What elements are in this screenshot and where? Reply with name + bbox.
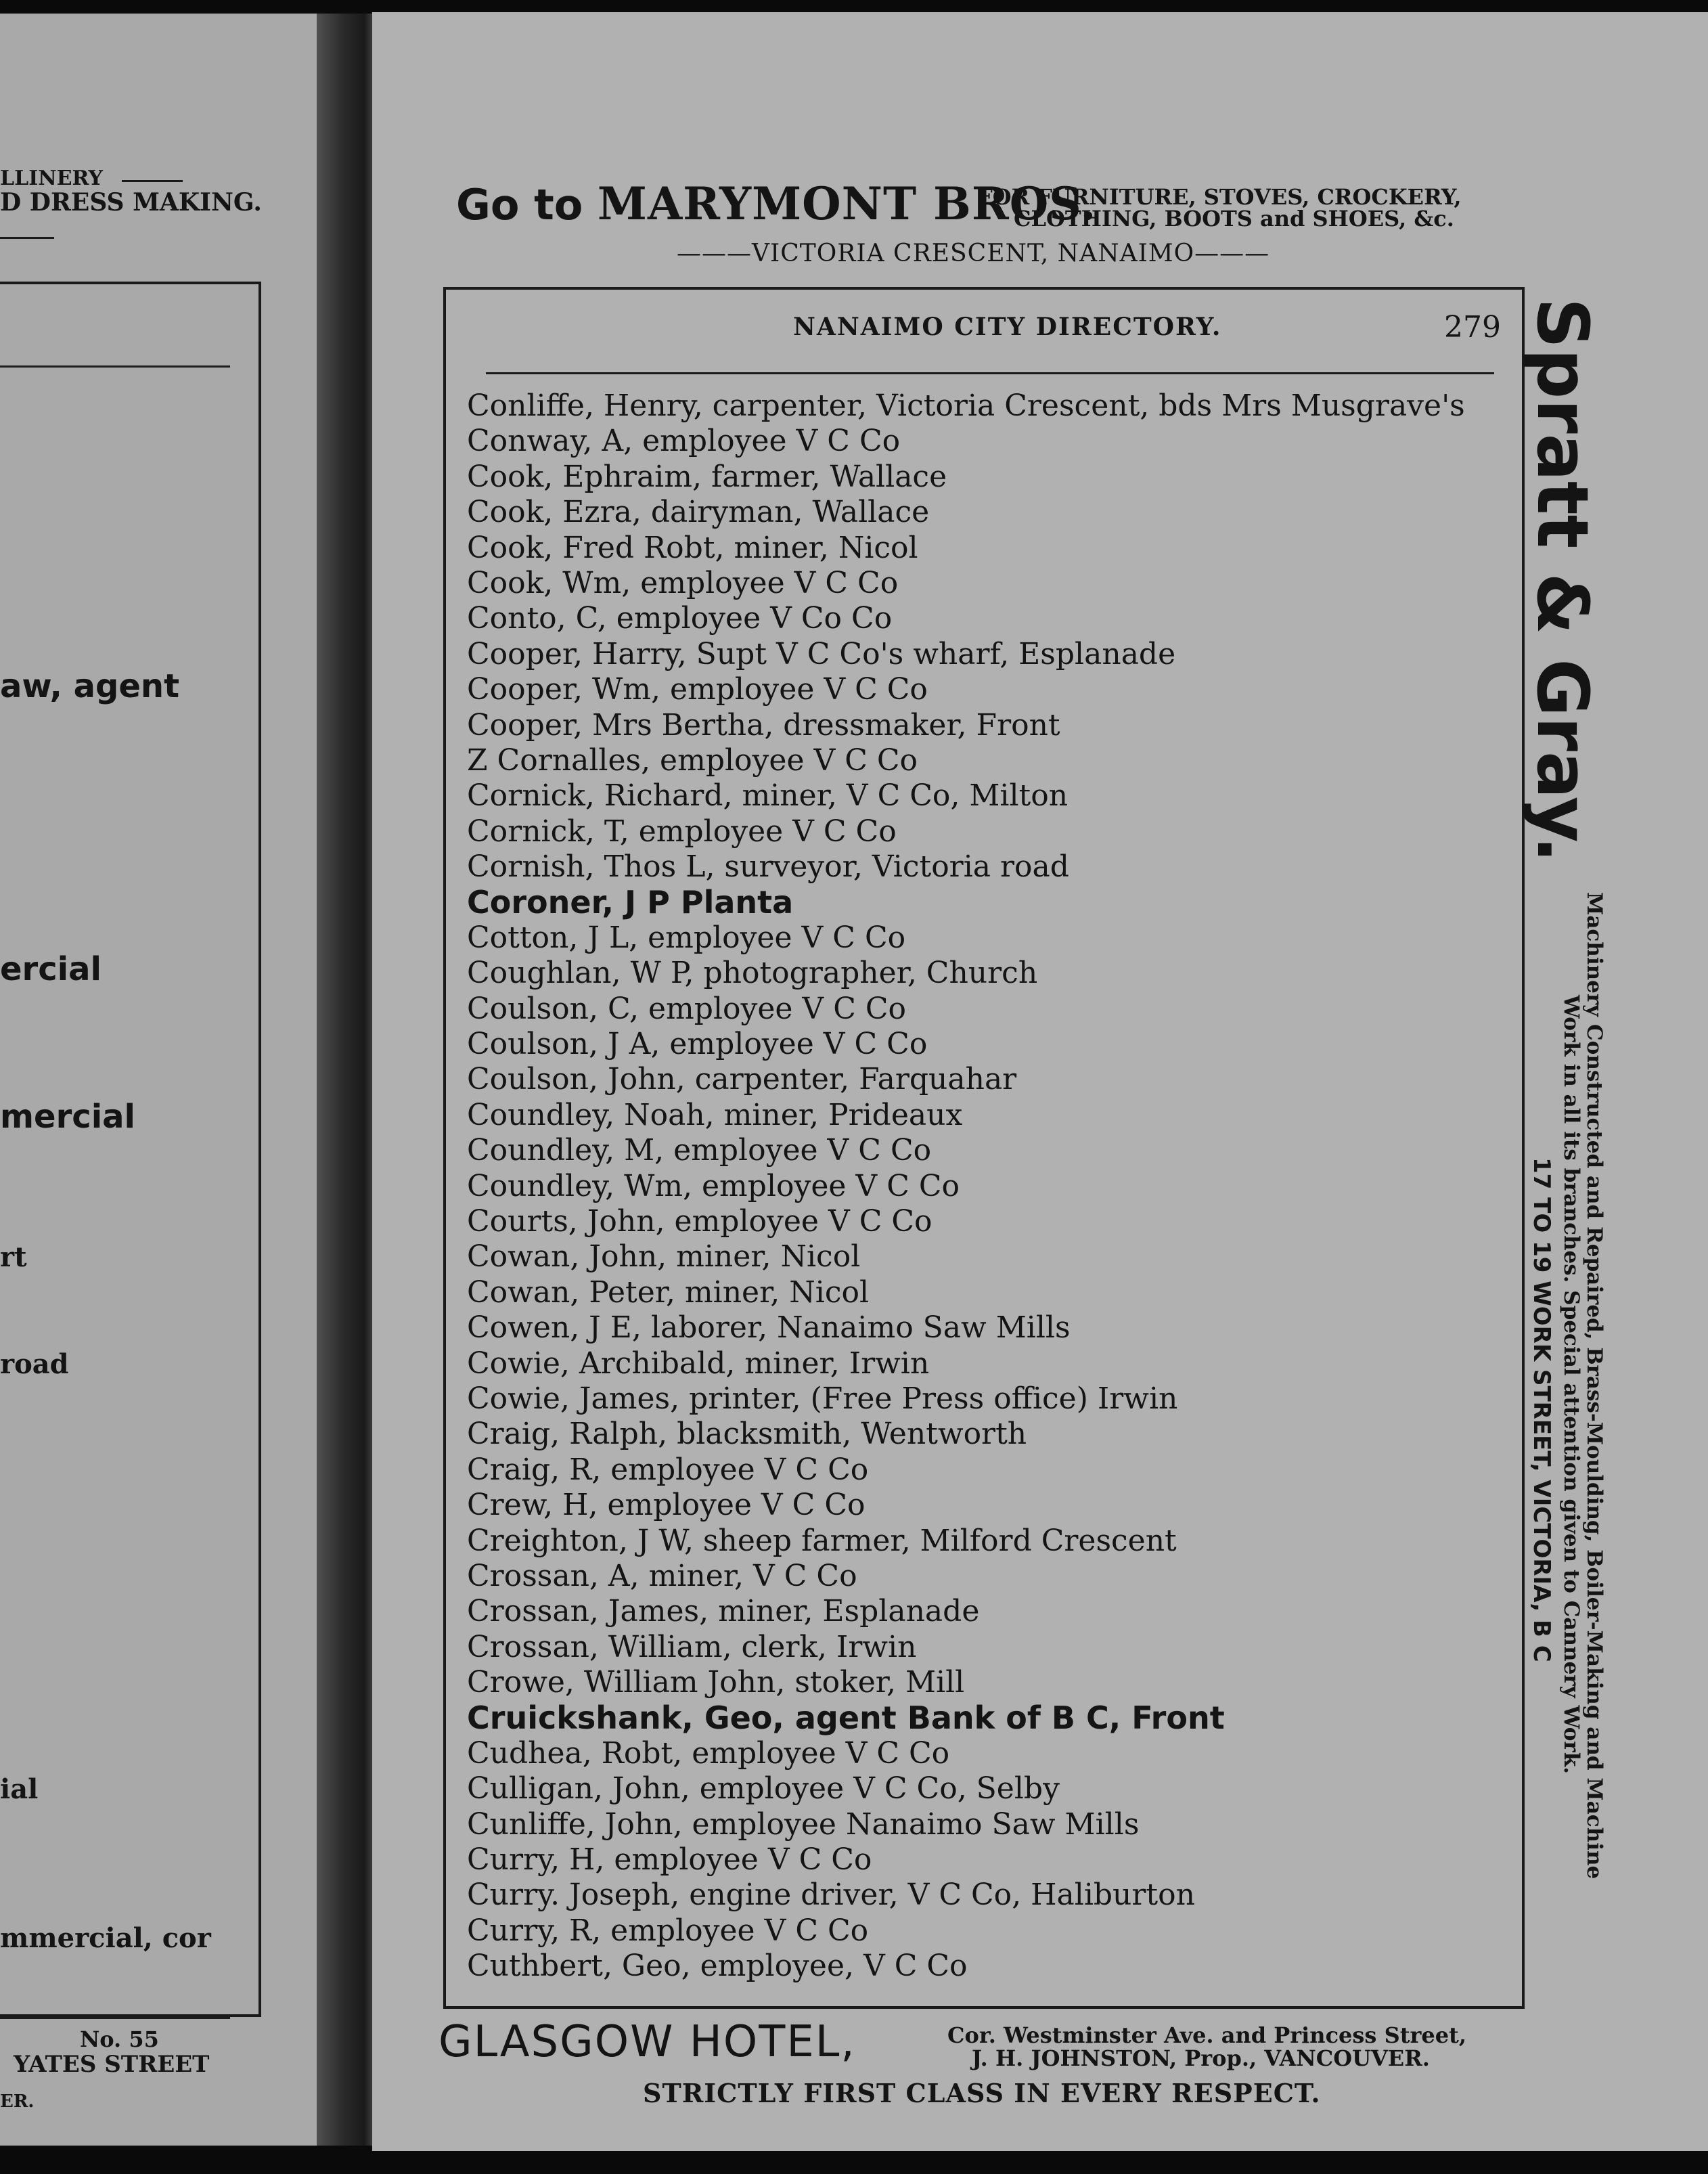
left-header-line2: D DRESS MAKING. [0,188,262,217]
directory-entry: Cornish, Thos L, surveyor, Victoria road [467,849,1069,885]
left-footer-line3: ER. [0,2091,35,2112]
directory-entry: Coundley, Noah, miner, Prideaux [467,1097,963,1132]
running-head-title: NANAIMO CITY DIRECTORY. [793,313,1222,341]
directory-entries [467,389,1509,1984]
running-head-rule [486,372,1494,374]
directory-entry: Cowan, Peter, miner, Nicol [467,1274,870,1310]
directory-entry: Coundley, M, employee V C Co [467,1133,932,1168]
directory-entry: Cunliffe, John, employee Nanaimo Saw Mills [467,1806,1140,1842]
directory-entry: Cooper, Wm, employee V C Co [467,672,928,707]
directory-entry: Coughlan, W P, photographer, Church [467,956,1038,991]
left-fragment: rt [0,1241,27,1273]
side-ad-line1: Machinery Constructed and Repaired, Brass-Moulding, Boiler-Making and Machine [1582,892,1606,1880]
directory-entry: Cowen, J E, laborer, Nanaimo Saw Mills [467,1310,1071,1346]
left-header-rule [122,180,183,182]
left-page-rule [0,365,230,368]
side-ad-line3: 17 TO 19 WORK STREET, VICTORIA, B C [1528,1157,1555,1662]
bottom-ad-name: GLASGOW HOTEL, [439,2017,856,2067]
left-fragment: mmercial, cor [0,1922,211,1954]
directory-entry: Crossan, A, miner, V C Co [467,1558,857,1593]
left-fragment: ial [0,1773,39,1805]
top-ad-goods-line1: FOR FURNITURE, STOVES, CROCKERY, [977,184,1462,210]
top-ad-address: ———VICTORIA CRESCENT, NANAIMO——— [677,240,1270,267]
directory-entry: Coulson, John, carpenter, Farquahar [467,1062,1017,1097]
directory-entry: Craig, Ralph, blacksmith, Wentworth [467,1417,1027,1452]
left-fragment: mercial [0,1098,135,1136]
directory-entry: Coroner, J P Planta [467,884,794,921]
directory-entry: Curry. Joseph, engine driver, V C Co, Haliburton [467,1878,1195,1913]
left-facing-page [0,14,325,2146]
directory-entry: Cowie, Archibald, miner, Irwin [467,1346,930,1381]
bottom-ad-address-line2: J. H. JOHNSTON, Prop., VANCOUVER. [972,2045,1430,2071]
directory-entry: Conto, C, employee V Co Co [467,601,893,636]
directory-entry: Curry, R, employee V C Co [467,1913,869,1948]
directory-entry: Coundley, Wm, employee V C Co [467,1168,960,1203]
directory-entry: Cook, Wm, employee V C Co [467,565,899,600]
left-page-frame [0,282,261,2017]
directory-entry: Cook, Ephraim, farmer, Wallace [467,459,947,494]
top-ad-name: MARYMONT BROS. [597,177,1097,230]
left-footer-line1: No. 55 [80,2026,159,2052]
directory-entry: Cook, Fred Robt, miner, Nicol [467,530,918,565]
directory-entry: Crew, H, employee V C Co [467,1488,866,1523]
directory-entry: Coulson, J A, employee V C Co [467,1027,928,1062]
directory-entry: Crowe, William John, stoker, Mill [467,1665,965,1700]
directory-entry: Cowan, John, miner, Nicol [467,1239,861,1274]
side-ad-line2: Work in all its branches. Special attention given to Cannery Work. [1559,995,1583,1775]
directory-entry: Cudhea, Robt, employee V C Co [467,1735,950,1771]
left-fragment: ercial [0,950,102,988]
directory-entry: Cornick, T, employee V C Co [467,814,897,849]
directory-entry: Cuthbert, Geo, employee, V C Co [467,1949,968,1984]
side-ad-name: Spratt & Gray. [1521,298,1604,863]
directory-entry: Coulson, C, employee V C Co [467,991,906,1026]
directory-entry: Craig, R, employee V C Co [467,1452,869,1487]
left-header-underline [0,237,54,239]
directory-entry: Conliffe, Henry, carpenter, Victoria Crescent, bds Mrs Musgrave's [467,389,1465,423]
directory-entry: Courts, John, employee V C Co [467,1203,932,1239]
bottom-ad-address-line1: Cor. Westminster Ave. and Princess Street, [947,2022,1466,2048]
page-number: 279 [1444,310,1501,345]
left-footer-rule [0,2017,230,2019]
directory-entry: Cruickshank, Geo, agent Bank of B C, Front [467,1700,1225,1737]
directory-entry: Cooper, Mrs Bertha, dressmaker, Front [467,707,1060,742]
directory-entry: Z Cornalles, employee V C Co [467,742,918,778]
directory-entry: Cowie, James, printer, (Free Press office) Irwin [467,1381,1178,1416]
top-ad-goods-line2: CLOTHING, BOOTS and SHOES, &c. [1014,206,1454,231]
top-ad-lead: Go to [456,180,598,229]
directory-entry: Conway, A, employee V C Co [467,424,901,459]
directory-entry: Creighton, J W, sheep farmer, Milford Crescent [467,1523,1177,1558]
directory-entry: Cook, Ezra, dairyman, Wallace [467,495,930,530]
directory-entry: Crossan, William, clerk, Irwin [467,1629,917,1664]
directory-entry: Culligan, John, employee V C Co, Selby [467,1771,1060,1806]
directory-entry: Cotton, J L, employee V C Co [467,920,906,955]
directory-entry: Cooper, Harry, Supt V C Co's wharf, Esplanade [467,636,1176,671]
bottom-ad-tagline: STRICTLY FIRST CLASS IN EVERY RESPECT. [643,2078,1321,2108]
directory-entry: Cornick, Richard, miner, V C Co, Milton [467,778,1069,814]
directory-entry: Crossan, James, miner, Esplanade [467,1594,980,1629]
left-footer-line2: YATES STREET [14,2051,210,2078]
left-fragment: aw, agent [0,667,180,705]
left-fragment: road [0,1348,69,1380]
left-header-line1: LLINERY [0,167,103,190]
directory-entry: Curry, H, employee V C Co [467,1842,872,1878]
